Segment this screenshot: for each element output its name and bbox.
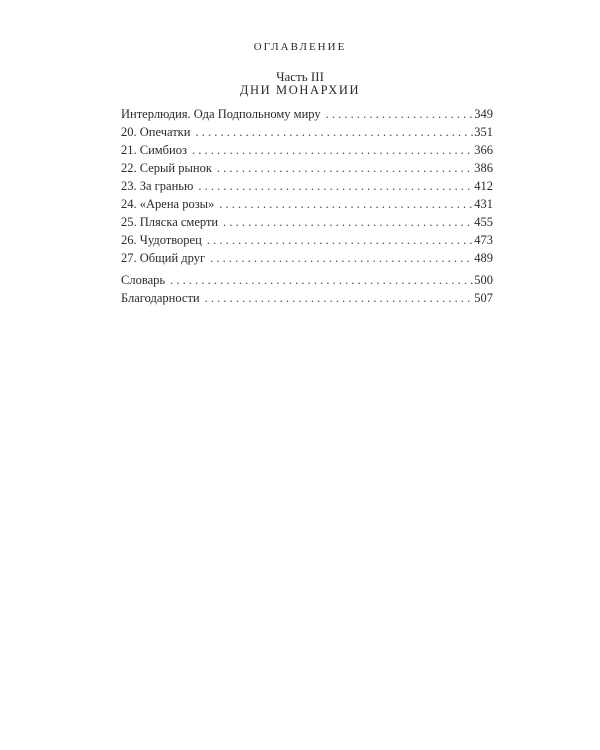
- contents-heading: ОГЛАВЛЕНИЕ: [253, 41, 347, 53]
- toc-entry-page: 351: [474, 125, 493, 139]
- toc-entry: [121, 249, 493, 267]
- dot-leader: [170, 271, 473, 289]
- toc-entry-title: 26. Чудотворец: [121, 233, 202, 247]
- toc-entry: [121, 159, 493, 177]
- toc-entry-title: 23. За гранью: [121, 179, 194, 193]
- toc-entry-page: 489: [474, 251, 493, 265]
- toc-entry-page: 386: [474, 161, 493, 175]
- toc-entry-title: Благодарности: [121, 291, 200, 305]
- toc-chapter-list: [121, 105, 493, 267]
- toc-entry: [121, 177, 493, 195]
- dot-leader: [205, 289, 474, 307]
- toc-entry-page: 366: [474, 143, 493, 157]
- toc-entry-page: 349: [474, 107, 493, 121]
- toc-back-matter-list: [121, 271, 493, 307]
- dot-leader: [192, 141, 473, 159]
- toc-entry-title: Интерлюдия. Ода Подпольному миру: [121, 107, 321, 121]
- toc-entry-page: 412: [474, 179, 493, 193]
- toc-entry: [121, 141, 493, 159]
- toc-entry-title: 22. Серый рынок: [121, 161, 212, 175]
- toc-entry-page: 455: [474, 215, 493, 229]
- toc-entry-page: 473: [474, 233, 493, 247]
- toc-entry: [121, 271, 493, 289]
- dot-leader: [217, 159, 473, 177]
- toc-entry: [121, 231, 493, 249]
- toc-entry-title: 21. Симбиоз: [121, 143, 187, 157]
- toc-entry-title: 25. Пляска смерти: [121, 215, 219, 229]
- toc-entry-page: 500: [474, 273, 493, 287]
- toc-entry-title: Словарь: [121, 273, 166, 287]
- dot-leader: [195, 123, 473, 141]
- toc-entry-page: 507: [474, 291, 493, 305]
- dot-leader: [210, 249, 473, 267]
- part-label: Часть III: [276, 69, 324, 84]
- toc-entry-title: 27. Общий друг: [121, 251, 206, 265]
- toc-entry-title: 24. «Арена розы»: [121, 197, 215, 211]
- toc-entry-page: 431: [474, 197, 493, 211]
- toc-entry: [121, 123, 493, 141]
- dot-leader: [198, 177, 473, 195]
- dot-leader: [219, 195, 473, 213]
- toc-entry-title: 20. Опечатки: [121, 125, 191, 139]
- dot-leader: [223, 213, 473, 231]
- toc-entry: [121, 105, 493, 123]
- part-title: ДНИ МОНАРХИИ: [239, 83, 361, 97]
- toc-entry: [121, 289, 493, 307]
- toc-entry: [121, 195, 493, 213]
- dot-leader: [326, 105, 474, 123]
- toc-entry: [121, 213, 493, 231]
- dot-leader: [207, 231, 473, 249]
